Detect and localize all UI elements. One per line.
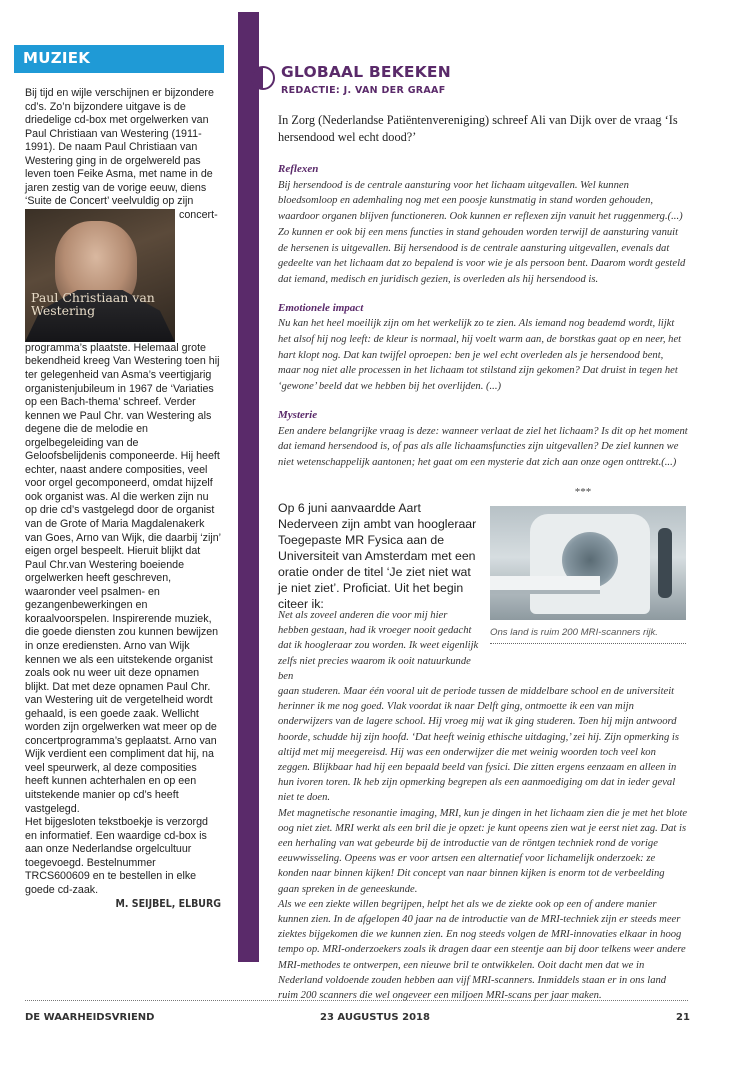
- footer-date: 23 AUGUSTUS 2018: [320, 1012, 430, 1023]
- mri-intro: Op 6 juni aanvaardde Aart Nederveen zijn ambt van hoogleraar Toegepaste MR Fysica aan de Universiteit van Amsterdam met een oratie onder de titel ‘Je ziet niet wat je niet ziet’. Proficiat. Uit het begin citeer ik:: [278, 501, 477, 611]
- muziek-review: [25, 87, 221, 912]
- article-title: GLOBAAL BEKEKEN: [281, 63, 451, 81]
- quote-paragraph-2: Met magnetische resonantie imaging, MRI, kun je dingen in het lichaam zien die je met het blote oog niet ziet. MRI werkt als een bril die je opzet: je kunt opeens zien wat je eerst niet zag. Dat is een herhaling van wat gebeurde bij de introductie van de röntgen techniek rond de vorige eeuwwisseling. Opeens was er voor artsen een alternatief voor lichamelijk onderzoek: ze konden naar binnen kijken! Dit concept van naar binnen kijken is enorm tot de verbeelding gaan spreken in de geneeskunde.: [278, 807, 688, 895]
- section-text: Een andere belangrijke vraag is deze: wanneer verlaat de ziel het lichaam? Is dit op het moment dat iemand hersendood is, of pas als alle lichaamsfuncties zijn uitgevallen? De ziel kunnen we niet wetenschappelijk aantonen; het gaat om een mysterie dat zich aan onze ogen onttrekt.(...): [278, 425, 688, 468]
- separator: ***: [574, 485, 592, 498]
- footer-divider: [25, 1000, 688, 1001]
- mri-scanner-photo: [490, 506, 686, 620]
- cd-cover-photo: [25, 209, 175, 342]
- quote-start: Net als zoveel anderen die voor mij hier hebben gestaan, had ik vroeger nooit gedacht dat ik hoogleraar zou worden. Ik weet eigenlijk zelfs niet precies waarom ik ooit natuurkunde ben: [278, 610, 479, 682]
- article-editor: REDACTIE: J. VAN DER GRAAF: [281, 85, 446, 96]
- cd-cover-title: Paul Christiaan van Westering: [31, 289, 155, 318]
- article-body: [278, 112, 688, 500]
- mri-technician: [658, 528, 672, 598]
- footer-page-number: 21: [676, 1012, 690, 1023]
- section-text: Bij hersendood is de centrale aansturing voor het lichaam uitgevallen. Wel kunnen bloedsomloop en ademhaling nog met een poosje kunstmatig in stand worden gehouden, waardoor organen blijven functioneren. Ook kunnen er reflexen zijn vanuit het ruggenmerg.(...) Zo kunnen er ook bij een mens functies in stand gehouden worden terwijl de aansturing vanuit de hersenen is uitgevallen. Bij hersendood is de centrale aansturing uitgevallen, evenals dat gedeelte van het lichaam dat zo bepalend is voor wie je als persoon bent. Daarom wordt gesteld dat iemand, medisch en juridisch gezien, is overleden als hij hersendood is.: [278, 179, 686, 285]
- quote-rest: gaan studeren. Maar één vooral uit de periode tussen de middelbare school en de universiteit herinner ik me nog goed. Vlak voordat ik naar Delft ging, ontmoette ik een van mijn onderwijzers van de lagere school. Hij vroeg mij wat ik ging studeren. Toen hij mijn antwoord hoorde, schudde hij zijn hoofd. ‘Dat heeft weinig ethische uitdaging,’ zei hij. Zijn opmerking is altijd met mij meegereisd. Hij was een onderwijzer die met weinig woorden toch veel kon zeggen. Blijkbaar had hij een bepaald beeld van fysici. Die zitten ergens eenzaam en alleen in hun ivoren toren. Ik heb zijn opmerking begrepen als een aanmoediging om dat in ieder geval niet te doen.: [278, 686, 679, 804]
- mri-quote: [278, 608, 688, 1003]
- section-color-bar: [238, 12, 259, 962]
- quote-paragraph-3: Als we een ziekte willen begrijpen, helpt het als we de ziekte ook op een of andere manier kunnen zien. In de afgelopen 40 jaar na de introductie van de MRI-techniek zijn er steeds meer ziektes bijgekomen die we kunnen zien. En nog steeds volgen de MRI-innovaties elkaar in hoog tempo op. MRI-onderzoekers zoals ik dragen daar een steentje aan bij door telkens weer andere MRI-methodes te ontwerpen, een nieuwe bril te ontwikkelen. Ooit dacht men dat we in Nederland voldoende zouden hebben aan vijf MRI-scanners. Inmiddels staan er in ons land ruim 200 scanners die wel ongeveer een miljoen MRI-scans per jaar maken.: [278, 898, 686, 1002]
- section-label-muziek: MUZIEK: [14, 45, 224, 73]
- section-heading: Emotionele impact: [278, 301, 364, 314]
- article-intro: In Zorg (Nederlandse Patiëntenvereniging) schreef Ali van Dijk over de vraag ‘Is hersendood wel echt dood?’: [278, 113, 678, 144]
- review-paragraph-1: [25, 87, 221, 816]
- footer-publication: DE WAARHEIDSVRIEND: [25, 1012, 155, 1023]
- section-heading: Mysterie: [278, 408, 318, 421]
- review-text-body: concertprogramma’s plaatste. Helemaal grote bekendheid kreeg Van Westering toen hij ter gelegenheid van Asma’s veertigjarig organistenjubileum in 1967 de ‘Variaties op een Bach-thema’ schreef. Verder kennen we Paul Chr. van Westering als degene die de melodie en orgelbegeleiding van de Geloofsbelijdenis componeerde. Hij heeft echter, naast andere composities, veel voor orgel gecomponeerd, omdat hijzelf ook organist was. Al die werken zijn nu op drie cd’s vastgelegd door de organist van de Grote of Maria Magdalenakerk van Goes, Arno van Wijk, die daarbij ‘zijn’ eigen orgel bespeelt. Hieruit blijkt dat Paul Chr.van Westering boeiende orgelwerken heeft geschreven, waaronder veel psalmen- en gezangenbewerkingen en koraalvoorspelen. Inspirerende muziek, die goede diensten zou kunnen bewijzen in onze erediensten. Arno van Wijk kennen we als een uitstekende organist zoals ook nu weer uit deze opnamen blijkt. Dat met deze opnamen Paul Chr. van Westering uit de vergetelheid wordt gehaald, is een goede zaak. Wellicht worden zijn orgelwerken wat meer op de concertprogramma’s geplaatst. Arno van Wijk verdient een compliment dat hij, na veel speurwerk, al deze composities heeft kunnen achterhalen en op een uitstekende manier op cd’s heeft vastgelegd.: [25, 208, 221, 815]
- half-circle-icon: [251, 66, 275, 90]
- section-heading: Reflexen: [278, 163, 319, 175]
- mri-patient-table: [490, 576, 600, 594]
- section-text: Nu kan het heel moeilijk zijn om het werkelijk zo te zien. Als iemand nog beademd wordt, lijkt het alsof hij nog leeft: de kleur is normaal, hij voelt warm aan, de borstkas gaat op en neer, het hart klopt nog. Dat kan twijfel oproepen: ben je wel echt overleden als je hersendood bent, maar nog niet alle processen in het lichaam tot stilstand zijn gekomen? Dat druist in tegen het ‘gewone’ beeld dat we hebben bij het overlijden. (...): [278, 318, 682, 393]
- review-text-intro: Bij tijd en wijle verschijnen er bijzondere cd’s. Zo’n bijzondere uitgave is de driedelige cd-box met orgelwerken van Paul Christiaan van Westering (1911-1991). De naam Paul Christiaan van Westering ging in de orgelwereld pas leven toen Feike Asma, met name in de jaren zestig van de vorige eeuw, diens ‘Suite de Concert’ veelvuldig op zijn: [25, 87, 214, 208]
- review-paragraph-2: Het bijgesloten tekstboekje is verzorgd en informatief. Een waardige cd-box is aan onze Nederlandse orgelcultuur toegevoegd. Bestelnummer TRCS600609 en te bestellen in elke goede cd-zaak.: [25, 816, 208, 896]
- review-signature: M. SEIJBEL, ELBURG: [115, 898, 221, 911]
- photo-caption: Ons land is ruim 200 MRI-scanners rijk.: [490, 627, 686, 644]
